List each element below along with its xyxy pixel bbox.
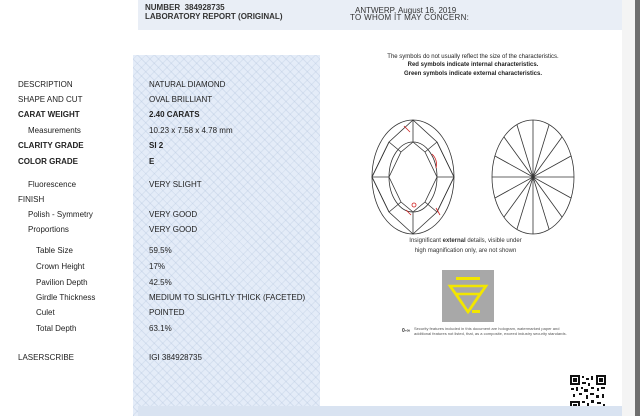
culet-label: Culet [36,308,55,317]
carat-weight-value: 2.40 CARATS [149,110,200,119]
crown-plot-diagram [370,118,456,236]
clarity-grade-value: SI 2 [149,141,164,150]
pavilion-depth-label: Pavilion Depth [36,278,88,287]
table-size-label: Table Size [36,246,73,255]
pavilion-depth-value: 42.5% [149,278,172,287]
laserscribe-value: IGI 384928735 [149,353,202,362]
lab-logo [442,270,494,322]
crown-height-value: 17% [149,262,166,271]
girdle-thickness-value: MEDIUM TO SLIGHTLY THICK (FACETED) [149,293,306,302]
crown-height-label: Crown Height [36,262,85,271]
note-symbols-size: The symbols do not usually reflect the size of the characteristics. [387,54,559,60]
page-border [635,0,640,416]
fluorescence-value: VERY SLIGHT [149,180,202,189]
description-value: NATURAL DIAMOND [149,80,226,89]
measurements-label: Measurements [28,126,81,135]
note-red-symbols: Red symbols indicate internal characteristics. [407,62,539,68]
note-green-symbols: Green symbols indicate external characteristics. [403,71,543,77]
table-size-value: 59.5% [149,246,172,255]
girdle-thickness-label: Girdle Thickness [36,293,96,302]
polish-symmetry-value: VERY GOOD [149,210,198,219]
report-number: NUMBER 384928735 [145,3,225,12]
legend-text: Insignificant external details, visible under high magnification only, are not shown [409,238,522,254]
addressee: TO WHOM IT MAY CONCERN: [350,13,470,22]
finish-label: FINISH [18,195,45,204]
bottom-security-strip [138,406,622,416]
measurements-value: 10.23 x 7.58 x 4.78 mm [149,126,233,135]
security-mark: 0-∞ [402,328,411,334]
fluorescence-label: Fluorescence [28,180,77,189]
color-grade-value: E [149,157,155,166]
clarity-grade-label: CLARITY GRADE [18,141,84,150]
culet-value: POINTED [149,308,185,317]
report-title: LABORATORY REPORT (ORIGINAL) [145,12,283,21]
page-edge-shade [622,0,635,416]
shape-and-cut-value: OVAL BRILLIANT [149,95,213,104]
security-note: Security features included in this document are hologram, watermarked paper and additional features not listed, that, as a composite, exceed industry security standards. [414,326,567,336]
place-date: ANTWERP, August 16, 2019 [355,6,457,15]
total-depth-value: 63.1% [149,324,172,333]
polish-symmetry-label: Polish - Symmetry [28,210,93,219]
proportions-value: VERY GOOD [149,225,198,234]
carat-weight-label: CARAT WEIGHT [18,110,80,119]
laserscribe-label: LASERSCRIBE [18,353,75,362]
proportions-label: Proportions [28,225,69,234]
pavilion-plot-diagram [490,118,576,236]
description-label: DESCRIPTION [18,80,73,89]
total-depth-label: Total Depth [36,324,77,333]
color-grade-label: COLOR GRADE [18,157,78,166]
shape-and-cut-label: SHAPE AND CUT [18,95,83,104]
